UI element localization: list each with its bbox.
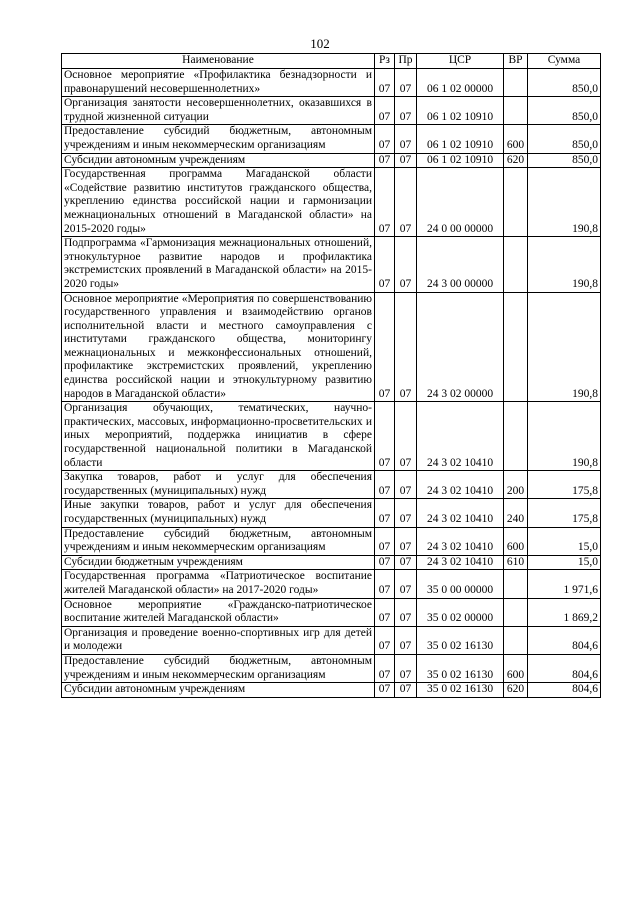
row-sum: 15,0: [528, 527, 601, 555]
row-vr: 240: [504, 499, 528, 527]
row-sum: 850,0: [528, 69, 601, 97]
row-sum: 175,8: [528, 471, 601, 499]
row-vr: 600: [504, 654, 528, 682]
row-sum: 804,6: [528, 654, 601, 682]
row-pr: 07: [395, 598, 417, 626]
row-name: Организация и проведение военно-спортивных игр для детей и молодежи: [62, 626, 375, 654]
row-rz: 07: [375, 654, 395, 682]
row-sum: 804,6: [528, 683, 601, 698]
row-csr: 24 3 02 00000: [417, 292, 504, 402]
row-sum: 190,8: [528, 237, 601, 292]
page-number: 102: [310, 36, 330, 51]
row-vr: 200: [504, 471, 528, 499]
row-csr: 24 0 00 00000: [417, 168, 504, 237]
table-row: [62, 626, 601, 654]
row-pr: 07: [395, 168, 417, 237]
row-csr: 24 3 02 10410: [417, 527, 504, 555]
row-sum: 175,8: [528, 499, 601, 527]
table-row: [62, 125, 601, 153]
row-name: Предоставление субсидий бюджетным, автономным учреждениям и иным некоммерческим организациям: [62, 527, 375, 555]
row-sum: 190,8: [528, 402, 601, 471]
table-row: [62, 292, 601, 402]
table-row: [62, 555, 601, 570]
row-sum: 190,8: [528, 168, 601, 237]
row-name: Предоставление субсидий бюджетным, автономным учреждениям и иным некоммерческим организациям: [62, 654, 375, 682]
row-pr: 07: [395, 555, 417, 570]
row-vr: 600: [504, 527, 528, 555]
row-name: Организация обучающих, тематических, научно-практических, массовых, информационно-просветительских и иных мероприятий, поддержка инициатив в сфере государственной национальной политики в Магаданской области: [62, 402, 375, 471]
row-pr: 07: [395, 125, 417, 153]
row-name: Закупка товаров, работ и услуг для обеспечения государственных (муниципальных) нужд: [62, 471, 375, 499]
row-pr: 07: [395, 69, 417, 97]
row-vr: [504, 237, 528, 292]
row-pr: 07: [395, 683, 417, 698]
row-pr: 07: [395, 471, 417, 499]
row-name: Предоставление субсидий бюджетным, автономным учреждениям и иным некоммерческим организациям: [62, 125, 375, 153]
row-csr: 35 0 02 16130: [417, 654, 504, 682]
table-row: [62, 654, 601, 682]
row-vr: 620: [504, 683, 528, 698]
row-csr: 35 0 00 00000: [417, 570, 504, 598]
header-vr: ВР: [504, 54, 528, 69]
row-csr: 24 3 02 10410: [417, 471, 504, 499]
table-row: [62, 402, 601, 471]
header-sum: Сумма: [528, 54, 601, 69]
row-sum: 850,0: [528, 97, 601, 125]
row-rz: 07: [375, 125, 395, 153]
row-sum: 1 869,2: [528, 598, 601, 626]
row-vr: 610: [504, 555, 528, 570]
table-row: [62, 237, 601, 292]
row-pr: 07: [395, 527, 417, 555]
row-pr: 07: [395, 570, 417, 598]
table-row: [62, 499, 601, 527]
row-rz: 07: [375, 237, 395, 292]
row-vr: 620: [504, 153, 528, 168]
row-name: Основное мероприятие «Гражданско-патриотическое воспитание жителей Магаданской области»: [62, 598, 375, 626]
table-row: [62, 570, 601, 598]
row-csr: 24 3 00 00000: [417, 237, 504, 292]
row-sum: 190,8: [528, 292, 601, 402]
table-header-row: [62, 54, 601, 69]
row-pr: 07: [395, 402, 417, 471]
row-pr: 07: [395, 153, 417, 168]
row-sum: 804,6: [528, 626, 601, 654]
table-row: [62, 153, 601, 168]
table-row: [62, 97, 601, 125]
row-csr: 06 1 02 10910: [417, 153, 504, 168]
row-sum: 15,0: [528, 555, 601, 570]
row-vr: [504, 626, 528, 654]
header-csr: ЦСР: [417, 54, 504, 69]
row-rz: 07: [375, 555, 395, 570]
row-name: Государственная программа «Патриотическое воспитание жителей Магаданской области» на 2017-2020 годы»: [62, 570, 375, 598]
row-rz: 07: [375, 626, 395, 654]
row-vr: 600: [504, 125, 528, 153]
row-sum: 850,0: [528, 153, 601, 168]
row-vr: [504, 570, 528, 598]
table-row: [62, 527, 601, 555]
budget-table: [61, 53, 601, 698]
row-csr: 06 1 02 00000: [417, 69, 504, 97]
row-rz: 07: [375, 683, 395, 698]
row-vr: [504, 598, 528, 626]
row-vr: [504, 168, 528, 237]
row-csr: 24 3 02 10410: [417, 499, 504, 527]
row-vr: [504, 292, 528, 402]
row-rz: 07: [375, 527, 395, 555]
row-csr: 35 0 02 16130: [417, 683, 504, 698]
row-pr: 07: [395, 654, 417, 682]
row-name: Субсидии автономным учреждениям: [62, 153, 375, 168]
row-rz: 07: [375, 402, 395, 471]
header-name: Наименование: [62, 54, 375, 69]
row-pr: 07: [395, 626, 417, 654]
row-rz: 07: [375, 471, 395, 499]
table-row: [62, 168, 601, 237]
row-sum: 1 971,6: [528, 570, 601, 598]
table-row: [62, 598, 601, 626]
row-rz: 07: [375, 97, 395, 125]
row-name: Государственная программа Магаданской области «Содействие развитию институтов гражданского общества, укреплению единства российской нации и гармонизации межнациональных отношений в Магаданской области» на 2015-2020 годы»: [62, 168, 375, 237]
row-pr: 07: [395, 292, 417, 402]
row-pr: 07: [395, 499, 417, 527]
row-csr: 35 0 02 16130: [417, 626, 504, 654]
header-rz: Рз: [375, 54, 395, 69]
row-name: Иные закупки товаров, работ и услуг для обеспечения государственных (муниципальных) нужд: [62, 499, 375, 527]
row-csr: 06 1 02 10910: [417, 97, 504, 125]
row-csr: 35 0 02 00000: [417, 598, 504, 626]
row-vr: [504, 69, 528, 97]
row-pr: 07: [395, 97, 417, 125]
row-name: Субсидии автономным учреждениям: [62, 683, 375, 698]
row-pr: 07: [395, 237, 417, 292]
row-name: Организация занятости несовершеннолетних, оказавшихся в трудной жизненной ситуации: [62, 97, 375, 125]
row-rz: 07: [375, 69, 395, 97]
row-rz: 07: [375, 499, 395, 527]
row-rz: 07: [375, 168, 395, 237]
header-pr: Пр: [395, 54, 417, 69]
row-vr: [504, 402, 528, 471]
table-row: [62, 683, 601, 698]
row-rz: 07: [375, 570, 395, 598]
row-rz: 07: [375, 292, 395, 402]
row-csr: 24 3 02 10410: [417, 402, 504, 471]
row-vr: [504, 97, 528, 125]
row-rz: 07: [375, 153, 395, 168]
row-name: Субсидии бюджетным учреждениям: [62, 555, 375, 570]
row-name: Основное мероприятие «Мероприятия по совершенствованию государственного управления и взаимодействию органов исполнительной власти и местного самоуправления с институтами гражданского общества, мониторингу межнациональных и межконфессиональных отношений, профилактике экстремистских проявлений, укреплению единства российской нации и этнокультурному развитию народов в Магаданской области»: [62, 292, 375, 402]
table-row: [62, 471, 601, 499]
row-name: Основное мероприятие «Профилактика безнадзорности и правонарушений несовершеннолетних»: [62, 69, 375, 97]
table-row: [62, 69, 601, 97]
row-csr: 24 3 02 10410: [417, 555, 504, 570]
row-sum: 850,0: [528, 125, 601, 153]
row-name: Подпрограмма «Гармонизация межнациональных отношений, этнокультурное развитие народов и профилактика экстремистских проявлений в Магаданской области» на 2015-2020 годы»: [62, 237, 375, 292]
row-rz: 07: [375, 598, 395, 626]
row-csr: 06 1 02 10910: [417, 125, 504, 153]
